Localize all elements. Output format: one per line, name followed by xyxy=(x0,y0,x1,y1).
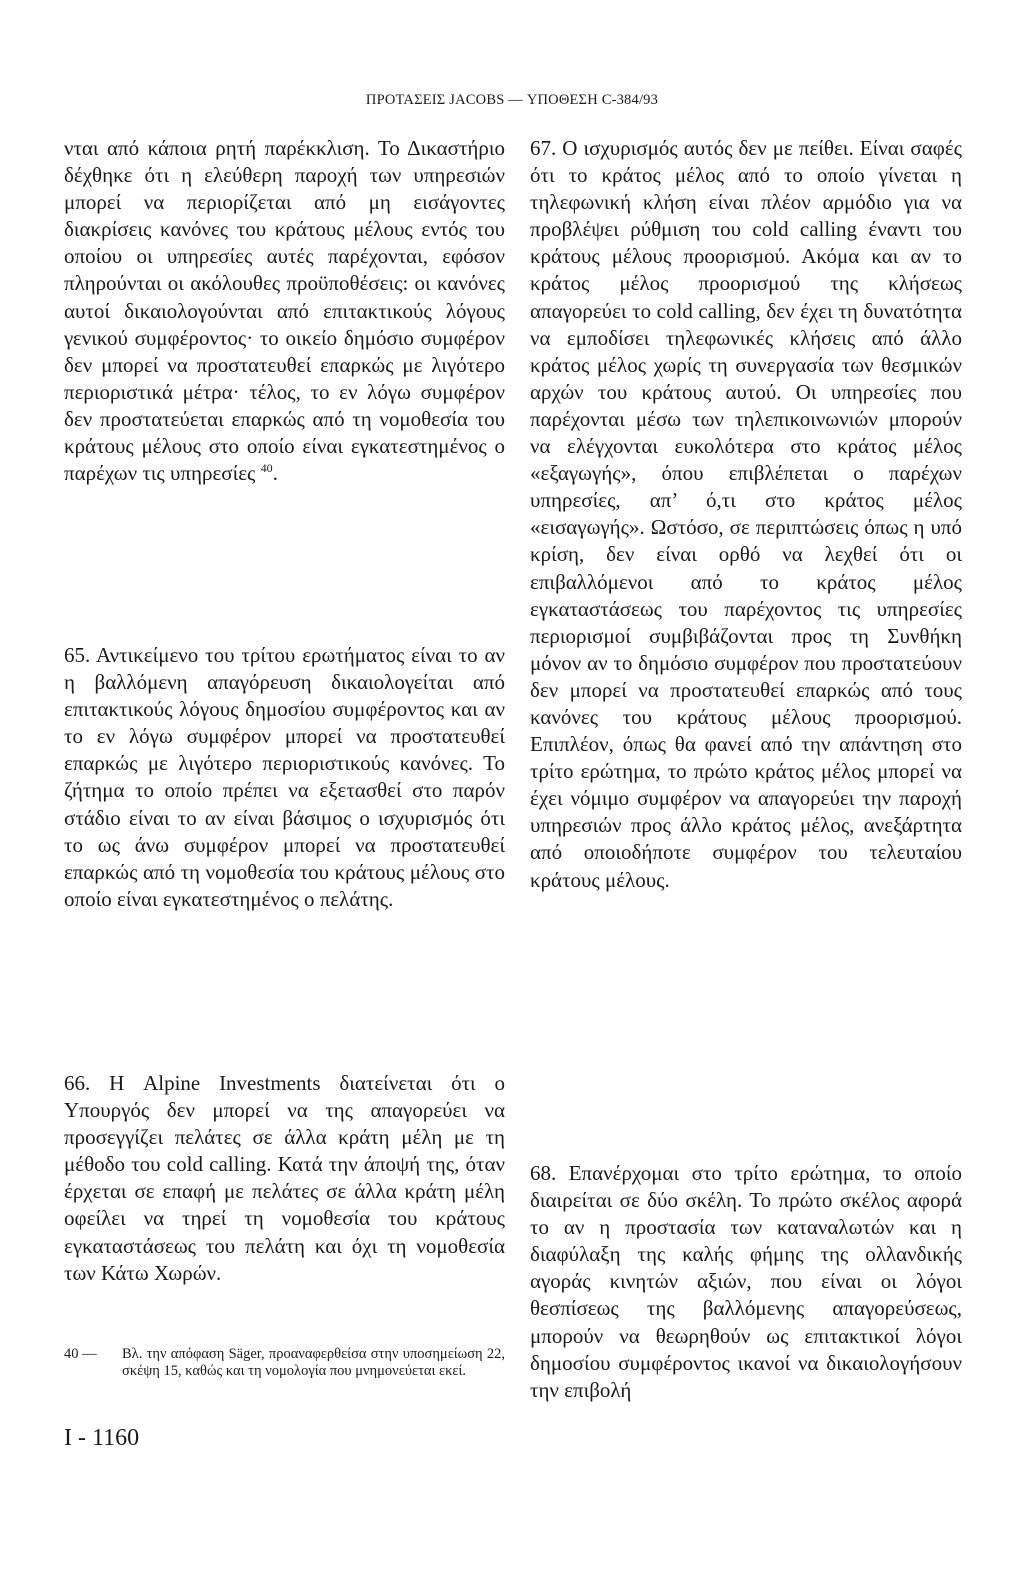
paragraph-64-continued: νται από κάποια ρητή παρέκκλιση. Το Δικαστήριο δέχθηκε ότι η ελεύθερη παροχή των υπηρεσιών μπορεί να περιορίζεται από μη εισάγοντες διακρίσεις κανόνες του κράτους μέλους εντός του οποίου οι υπηρεσίες αυτές παρέχονται, εφόσον πληρούνται οι ακόλουθες προϋποθέσεις: οι κανόνες αυτοί δικαιολογούνται από επιτακτικούς λόγους γενικού συμφέροντος· το οικείο δημόσιο συμφέρον δεν μπορεί να προστατευθεί επαρκώς με λιγότερο περιοριστικά μέτρα· τέλος, το εν λόγω συμφέρον δεν προστατεύεται επαρκώς από τη νομοθεσία του κράτους μέλους στο οποίο είναι εγκατεστημένος ο παρέχων τις υπηρεσίες $^{40}$. xyxy=(64,136,505,486)
footnote-40 xyxy=(64,1346,505,1380)
running-header: ΠΡΟΤΑΣΕΙΣ JACOBS — ΥΠΟΘΕΣΗ C-384/93 xyxy=(365,92,659,108)
footnote-text: Βλ. την απόφαση Säger, προαναφερθείσα στην υποσημείωση 22, σκέψη 15, καθώς και τη νομολογία που μνημονεύεται εκεί. xyxy=(122,1346,505,1380)
paragraph-66: 66. Η Alpine Investments διατείνεται ότι ο Υπουργός δεν μπορεί να της απαγορεύει να προσεγγίζει πελάτες σε άλλα κράτη μέλη με τη μέθοδο του cold calling. Κατά την άποψή της, όταν έρχεται σε επαφή με πελάτες σε άλλα κράτη μέλη οφείλει να τηρεί τη νομοθεσία του κράτους εγκαταστάσεως του πελάτη και όχι τη νομοθεσία των Κάτω Χωρών. xyxy=(64,1071,505,1285)
paragraph-65: 65. Αντικείμενο του τρίτου ερωτήματος είναι το αν η βαλλόμενη απαγόρευση δικαιολογείται από επιτακτικούς λόγους δημοσίου συμφέροντος και αν το εν λόγω συμφέρον μπορεί να προστατευθεί επαρκώς με λιγότερο περιοριστικούς κανόνες. Το ζήτημα το οποίο πρέπει να εξετασθεί στο παρόν στάδιο είναι το αν είναι βάσιμος ο ισχυρισμός ότι το ως άνω συμφέρον μπορεί να προστατευθεί επαρκώς από τη νομοθεσία του κράτους μέλους στο οποίο είναι εγκατεστημένος ο πελάτης. xyxy=(64,643,505,911)
paragraph-64-text: νται από κάποια ρητή παρέκκλιση. Το Δικαστήριο δέχθηκε ότι η ελεύθερη παροχή των υπηρεσιών μπορεί να περιορίζεται από μη εισάγοντες διακρίσεις κανόνες του κράτους μέλους εντός του οποίου οι υπηρεσίες αυτές παρέχονται, εφόσον πληρούνται οι ακόλουθες προϋποθέσεις: οι κανόνες αυτοί δικαιολογούνται από επιτακτικούς λόγους γενικού συμφέροντος· το οικείο δημόσιο συμφέρον δεν μπορεί να προστατευθεί επαρκώς με λιγότερο περιοριστικά μέτρα· τέλος, το εν λόγω συμφέρον δεν προστατεύεται επαρκώς από τη νομοθεσία του κράτους μέλους στο οποίο είναι εγκατεστημένος ο παρέχων τις υπηρεσίες xyxy=(64,136,505,486)
paragraph-67: 67. Ο ισχυρισμός αυτός δεν με πείθει. Είναι σαφές ότι το κράτος μέλος από το οποίο γίνεται η τηλεφωνική κλήση είναι πλέον αρμόδιο για να προβλέψει ρύθμιση του cold calling έναντι του κράτους μέλους προορισμού. Ακόμα και αν το κράτος μέλος προορισμού της κλήσεως απαγορεύει το cold calling, δεν έχει τη δυνατότητα να εμποδίσει τηλεφωνικές κλήσεις από άλλο κράτος μέλος χωρίς τη συνεργασία των θεσμικών αρχών του κράτους αυτού. Οι υπηρεσίες που παρέχονται μέσω των τηλεπικοινωνιών μπορούν να ελέγχονται ευκολότερα στο κράτος μέλος «εξαγωγής», όπου επιβλέπεται ο παρέχων υπηρεσίες, απ’ ό,τι στο κράτος μέλος «εισαγωγής». Ωστόσο, σε περιπτώσεις όπως η υπό κρίση, δεν είναι ορθό να λεχθεί ότι οι επιβαλλόμενοι από το κράτος μέλος εγκαταστάσεως του παρέχοντος τις υπηρεσίες περιορισμοί συμβιβάζονται προς τη Συνθήκη μόνον αν το δημόσιο συμφέρον που προστατεύουν δεν μπορεί να προστατευθεί επαρκώς από τους κανόνες του κράτους μέλους προορισμού. Επιπλέον, όπως θα φανεί από την απάντηση στο τρίτο ερώτημα, το πρώτο κράτος μέλος μπορεί να έχει νόμιμο συμφέρον να απαγορεύει την παροχή υπηρεσιών προς άλλο κράτος μέλος, ανεξάρτητα από οποιοδήποτε συμφέρον του τελευταίου κράτους μέλους. xyxy=(530,136,962,892)
page-number: I - 1160 xyxy=(64,1425,140,1451)
paragraph-68: 68. Επανέρχομαι στο τρίτο ερώτημα, το οποίο διαιρείται σε δύο σκέλη. Το πρώτο σκέλος αφορά το αν η προστασία των καταναλωτών και η διαφύλαξη της καλής φήμης της ολλανδικής αγοράς κινητών αξιών, που είναι οι λόγοι θεσπίσεως της βαλλόμενης απαγορεύσεως, μπορούν να θεωρηθούν ως επιτακτικοί λόγοι δημοσίου συμφέροντος ικανοί να δικαιολογήσουν την επιβολή xyxy=(530,1161,962,1402)
footnote-ref-40: 40 xyxy=(260,461,273,476)
footnote-mark: 40 — xyxy=(64,1346,97,1362)
